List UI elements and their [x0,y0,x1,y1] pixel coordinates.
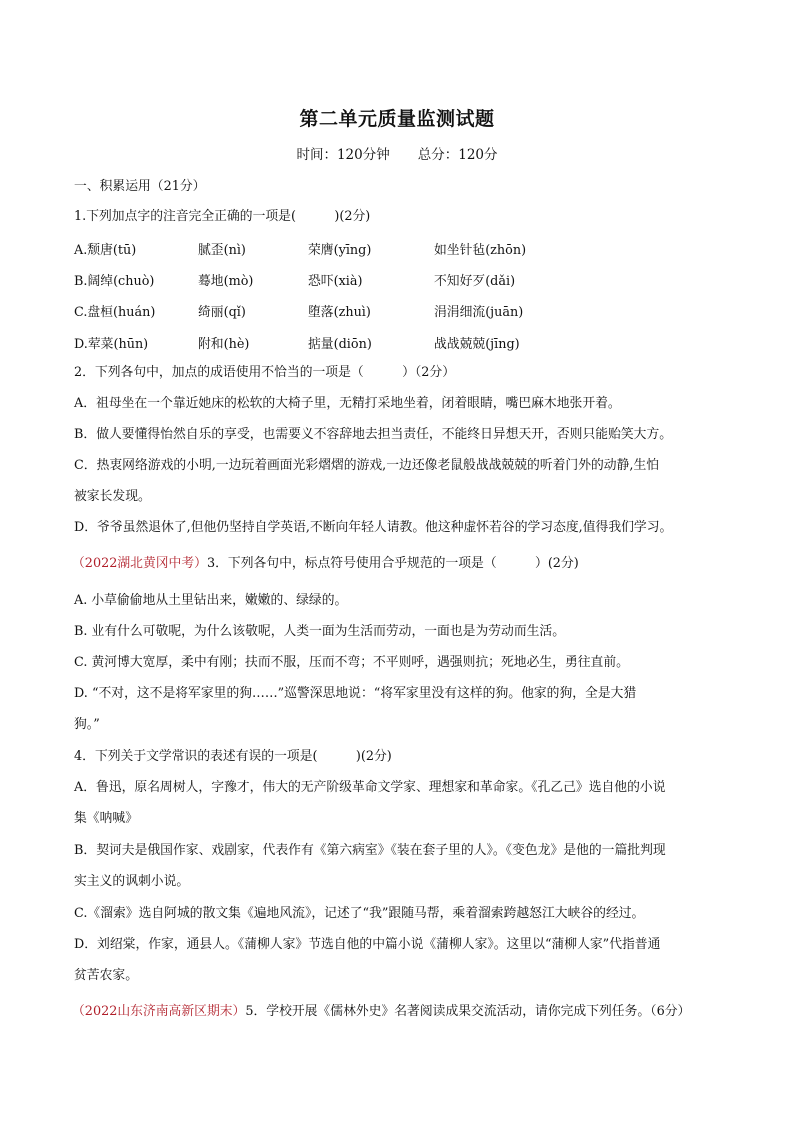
q1-b-3: 恐吓(xià) [308,274,363,289]
q2-option-c: C．热衷网络游戏的小明,一边玩着画面光彩熠熠的游戏,一边还像老鼠般战战兢兢的听着门外的动静,生怕 [74,458,660,473]
q1-d-3: 掂量(diōn) [308,337,372,352]
q1-c-3: 堕落(zhuì) [308,305,371,320]
q1-c-2: 绮丽(qǐ) [198,305,246,320]
question-2-stem: 2．下列各句中，加点的成语使用不恰当的一项是（ ）（2分） [74,365,455,380]
q4-option-a-cont: 集《呐喊》 [74,811,138,826]
q1-a-3: 荣膺(yīng) [308,243,372,258]
time-label: 时间：120分钟 [296,147,390,163]
section-heading: 一、积累运用（21分） [74,179,206,194]
q1-a-4: 如坐针毡(zhōn) [434,243,527,258]
q4-option-c: C.《溜索》选自阿城的散文集《遍地风流》，记述了“我”跟随马帮，乘着溜索跨越怒江大峡谷的经过。 [74,906,645,921]
q3-source: （2022湖北黄冈中考） [72,556,207,571]
q1-b-4: 不知好歹(dǎi) [434,274,516,289]
page-title: 第二单元质量监测试题 [299,108,495,130]
q1-d-2: 附和(hè) [198,337,250,352]
question-1-stem: 1.下列加点字的注音完全正确的一项是( )(2分) [74,209,371,224]
exam-info [0,143,794,163]
q1-c-4: 涓涓细流(juān) [434,305,524,320]
q5-stem-text: 5．学校开展《儒林外史》名著阅读成果交流活动，请你完成下列任务。（6分） [245,1004,691,1019]
q3-option-c: C. 黄河博大宽厚，柔中有刚；扶而不服，压而不弯；不平则呼，遇强则抗；死地必生，勇往直前。 [74,655,629,670]
q1-c-1: C.盘桓(huán) [74,305,156,320]
q4-option-a: A．鲁迅，原名周树人，字豫才，伟大的无产阶级革命文学家、理想家和革命家。《孔乙己》选自他的小说 [74,780,666,795]
q5-source: （2022山东济南高新区期末） [72,1004,246,1019]
q3-option-d: D. “不对，这不是将军家里的狗……”巡警深思地说：“将军家里没有这样的狗。他家的狗，全是大猎 [74,686,637,701]
q3-option-a: A. 小草偷偷地从土里钻出来，嫩嫩的、绿绿的。 [74,593,348,608]
q2-option-a: A．祖母坐在一个靠近她床的松软的大椅子里，无精打采地坐着，闭着眼睛，嘴巴麻木地张开着。 [74,396,621,411]
q3-stem-text: 3．下列各句中，标点符号使用合乎规范的一项是（ ）(2分) [206,556,579,571]
q4-option-d: D．刘绍棠，作家，通县人。《蒲柳人家》节选自他的中篇小说《蒲柳人家》。这里以“蒲柳人家”代指普通 [74,937,661,952]
q3-option-d-cont: 狗。” [74,717,100,732]
q1-a-1: A.颓唐(tū) [74,243,137,258]
question-3-stem [72,555,579,573]
q1-d-4: 战战兢兢(jīng) [434,337,520,352]
question-5-stem [72,1003,690,1021]
q1-b-2: 蓦地(mò) [198,274,254,289]
q1-d-1: D.荤菜(hūn) [74,337,149,352]
question-4-stem: 4．下列关于文学常识的表述有误的一项是( )(2分) [74,749,392,764]
score-label: 总分：120分 [417,147,498,163]
q1-a-2: 腻歪(nì) [198,243,246,258]
q4-option-d-cont: 贫苦农家。 [74,968,138,983]
q2-option-c-cont: 被家长发现。 [74,489,151,504]
q4-option-b: B．契诃夫是俄国作家、戏剧家，代表作有《第六病室》《装在套子里的人》。《变色龙》是他的一篇批判现 [74,843,666,858]
q4-option-b-cont: 实主义的讽刺小说。 [74,874,190,889]
q3-option-b: B. 业有什么可敬呢，为什么该敬呢，人类一面为生活而劳动，一面也是为劳动而生活。 [74,624,566,639]
q1-b-1: B.阔绰(chuò) [74,274,155,289]
q2-option-d: D．爷爷虽然退休了,但他仍坚持自学英语,不断向年轻人请教。他这种虚怀若谷的学习态度,值得我们学习。 [74,520,673,535]
q2-option-b: B．做人要懂得怡然自乐的享受，也需要义不容辞地去担当责任，不能终日异想天开，否则只能贻笑大方。 [74,427,673,442]
